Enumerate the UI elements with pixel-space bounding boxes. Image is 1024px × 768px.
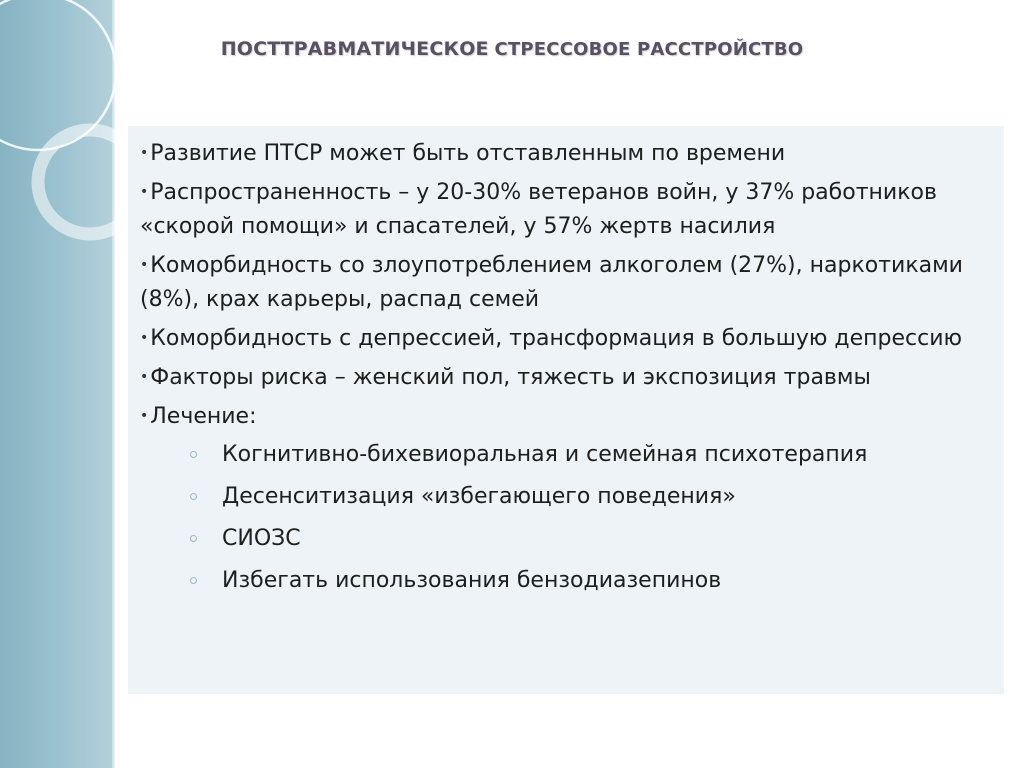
- circle-bullet-icon: [190, 577, 197, 584]
- bullet-text: Развитие ПТСР может быть отставленным по времени: [150, 141, 786, 166]
- bullet-dot-icon: •: [140, 257, 149, 273]
- content-box: [128, 126, 1004, 694]
- circle-bullet-icon: [190, 451, 197, 458]
- treatment-item: [140, 480, 988, 514]
- title-main: ПОСТТРАВМАТИЧЕСКОЕ: [220, 38, 489, 60]
- bullet-item: [140, 360, 988, 395]
- bullet-dot-icon: •: [140, 330, 149, 346]
- treatment-list: [140, 438, 988, 598]
- treatment-item: [140, 438, 988, 472]
- bullet-dot-icon: •: [140, 184, 149, 200]
- circle-bullet-icon: [190, 535, 197, 542]
- bullet-item: [140, 136, 988, 171]
- bullet-dot-icon: •: [140, 145, 149, 161]
- treatment-text: Избегать использования бензодиазепинов: [222, 568, 722, 593]
- bullet-text: Коморбидность со злоупотреблением алкоголем (27%), наркотиками (8%), крах карьеры, распад семей: [140, 253, 963, 312]
- circle-bullet-icon: [190, 493, 197, 500]
- bullet-text: Лечение:: [150, 404, 257, 429]
- bullet-item: [140, 175, 988, 244]
- ring-circle: [38, 130, 140, 234]
- treatment-text: СИОЗС: [222, 526, 301, 551]
- treatment-text: Когнитивно-бихевиоральная и семейная психотерапия: [222, 442, 868, 467]
- treatment-item: [140, 564, 988, 598]
- bullet-item: [140, 399, 988, 434]
- bullet-text: Распространенность – у 20-30% ветеранов войн, у 37% работников «скорой помощи» и спасателей, у 57% жертв насилия: [140, 180, 937, 239]
- bullet-dot-icon: •: [140, 408, 149, 424]
- bullet-dot-icon: •: [140, 369, 149, 385]
- treatment-text: Десенситизация «избегающего поведения»: [222, 484, 736, 509]
- bullet-text: Коморбидность с депрессией, трансформация в большую депрессию: [150, 326, 963, 351]
- slide-title: [0, 38, 1024, 60]
- title-rest: СТРЕССОВОЕ РАССТРОЙСТВО: [494, 39, 804, 60]
- bullet-item: [140, 321, 988, 356]
- bullet-item: [140, 248, 988, 317]
- treatment-item: [140, 522, 988, 556]
- bullet-text: Факторы риска – женский пол, тяжесть и экспозиция травмы: [150, 365, 871, 390]
